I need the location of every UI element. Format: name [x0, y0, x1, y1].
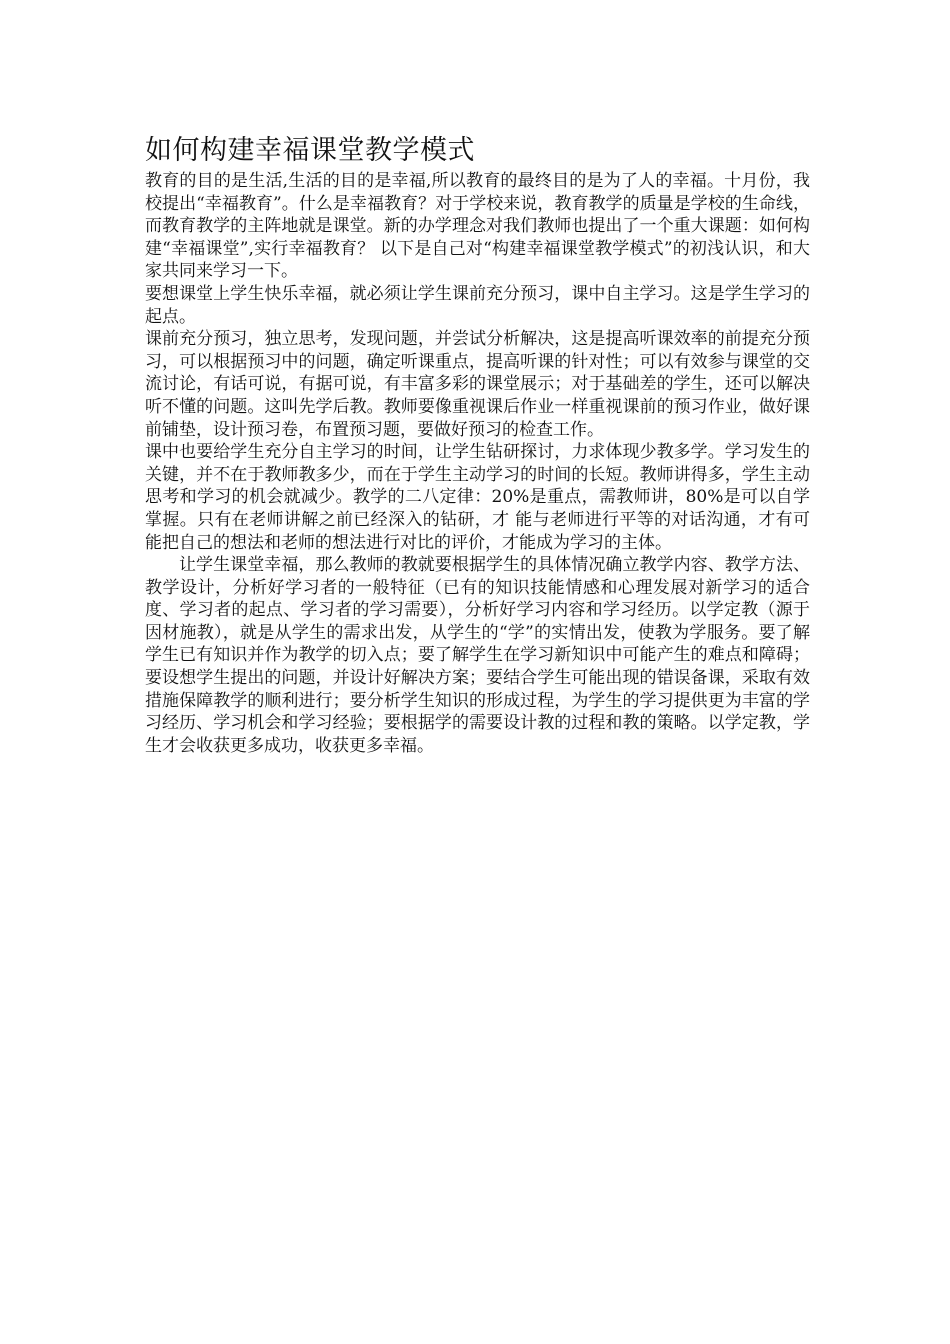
paragraph-in-class-study: 课中也要给学生充分自主学习的时间，让学生钻研探讨，力求体现少教多学。学习发生的关键，并不在于教师教多少，而在于学生主动学习的时间的长短。教师讲得多，学生主动思考和学习的机会就减少。教学的二八定律：20%是重点，需教师讲，80%是可以自学掌握。只有在老师讲解之前已经深入的钻研，才 能与老师进行平等的对话沟通，才有可能把自己的想法和老师的想法进行对比的评价，才能成为学习的主体。	[145, 442, 810, 553]
paragraph-preview-details: 课前充分预习，独立思考，发现问题，并尝试分析解决，这是提高听课效率的前提充分预习，可以根据预习中的问题，确定听课重点，提高听课的针对性；可以有效参与课堂的交流讨论，有话可说，有据可说，有丰富多彩的课堂展示；对于基础差的学生，还可以解决听不懂的问题。这叫先学后教。教师要像重视课后作业一样重视课前的预习作业，做好课前铺垫，设计预习卷，布置预习题，要做好预习的检查工作。	[145, 329, 810, 440]
paragraph-intro: 教育的目的是生活,生活的目的是幸福,所以教育的最终目的是为了人的幸福。十月份，我校提出“幸福教育”。什么是幸福教育？对于学校来说，教育教学的质量是学校的生命线，而教育教学的主阵地就是课堂。新的办学理念对我们教师也提出了一个重大课题：如何构建“幸福课堂”,实行幸福教育？ 以下是自己对“构建幸福课堂教学模式”的初浅认识，和大家共同来学习一下。	[145, 171, 810, 282]
document-body	[145, 133, 810, 757]
paragraph-teaching-by-learning: 让学生课堂幸福，那么教师的教就要根据学生的具体情况确立教学内容、教学方法、教学设计，分析好学习者的一般特征（已有的知识技能情感和心理发展对新学习的适合度、学习者的起点、学习者的学习需要），分析好学习内容和学习经历。以学定教（源于因材施教），就是从学生的需求出发，从学生的“学”的实情出发，使教为学服务。要了解学生已有知识并作为教学的切入点；要了解学生在学习新知识中可能产生的难点和障碍；要设想学生提出的问题，并设计好解决方案；要结合学生可能出现的错误备课，采取有效措施保障教学的顺利进行；要分析学生知识的形成过程，为学生的学习提供更为丰富的学习经历、学习机会和学习经验；要根据学的需要设计教的过程和教的策略。以学定教，学生才会收获更多成功，收获更多幸福。	[145, 555, 810, 756]
document-title: 如何构建幸福课堂教学模式	[145, 135, 475, 166]
paragraph-preview-self-study: 要想课堂上学生快乐幸福，就必须让学生课前充分预习，课中自主学习。这是学生学习的起点。	[145, 283, 810, 327]
